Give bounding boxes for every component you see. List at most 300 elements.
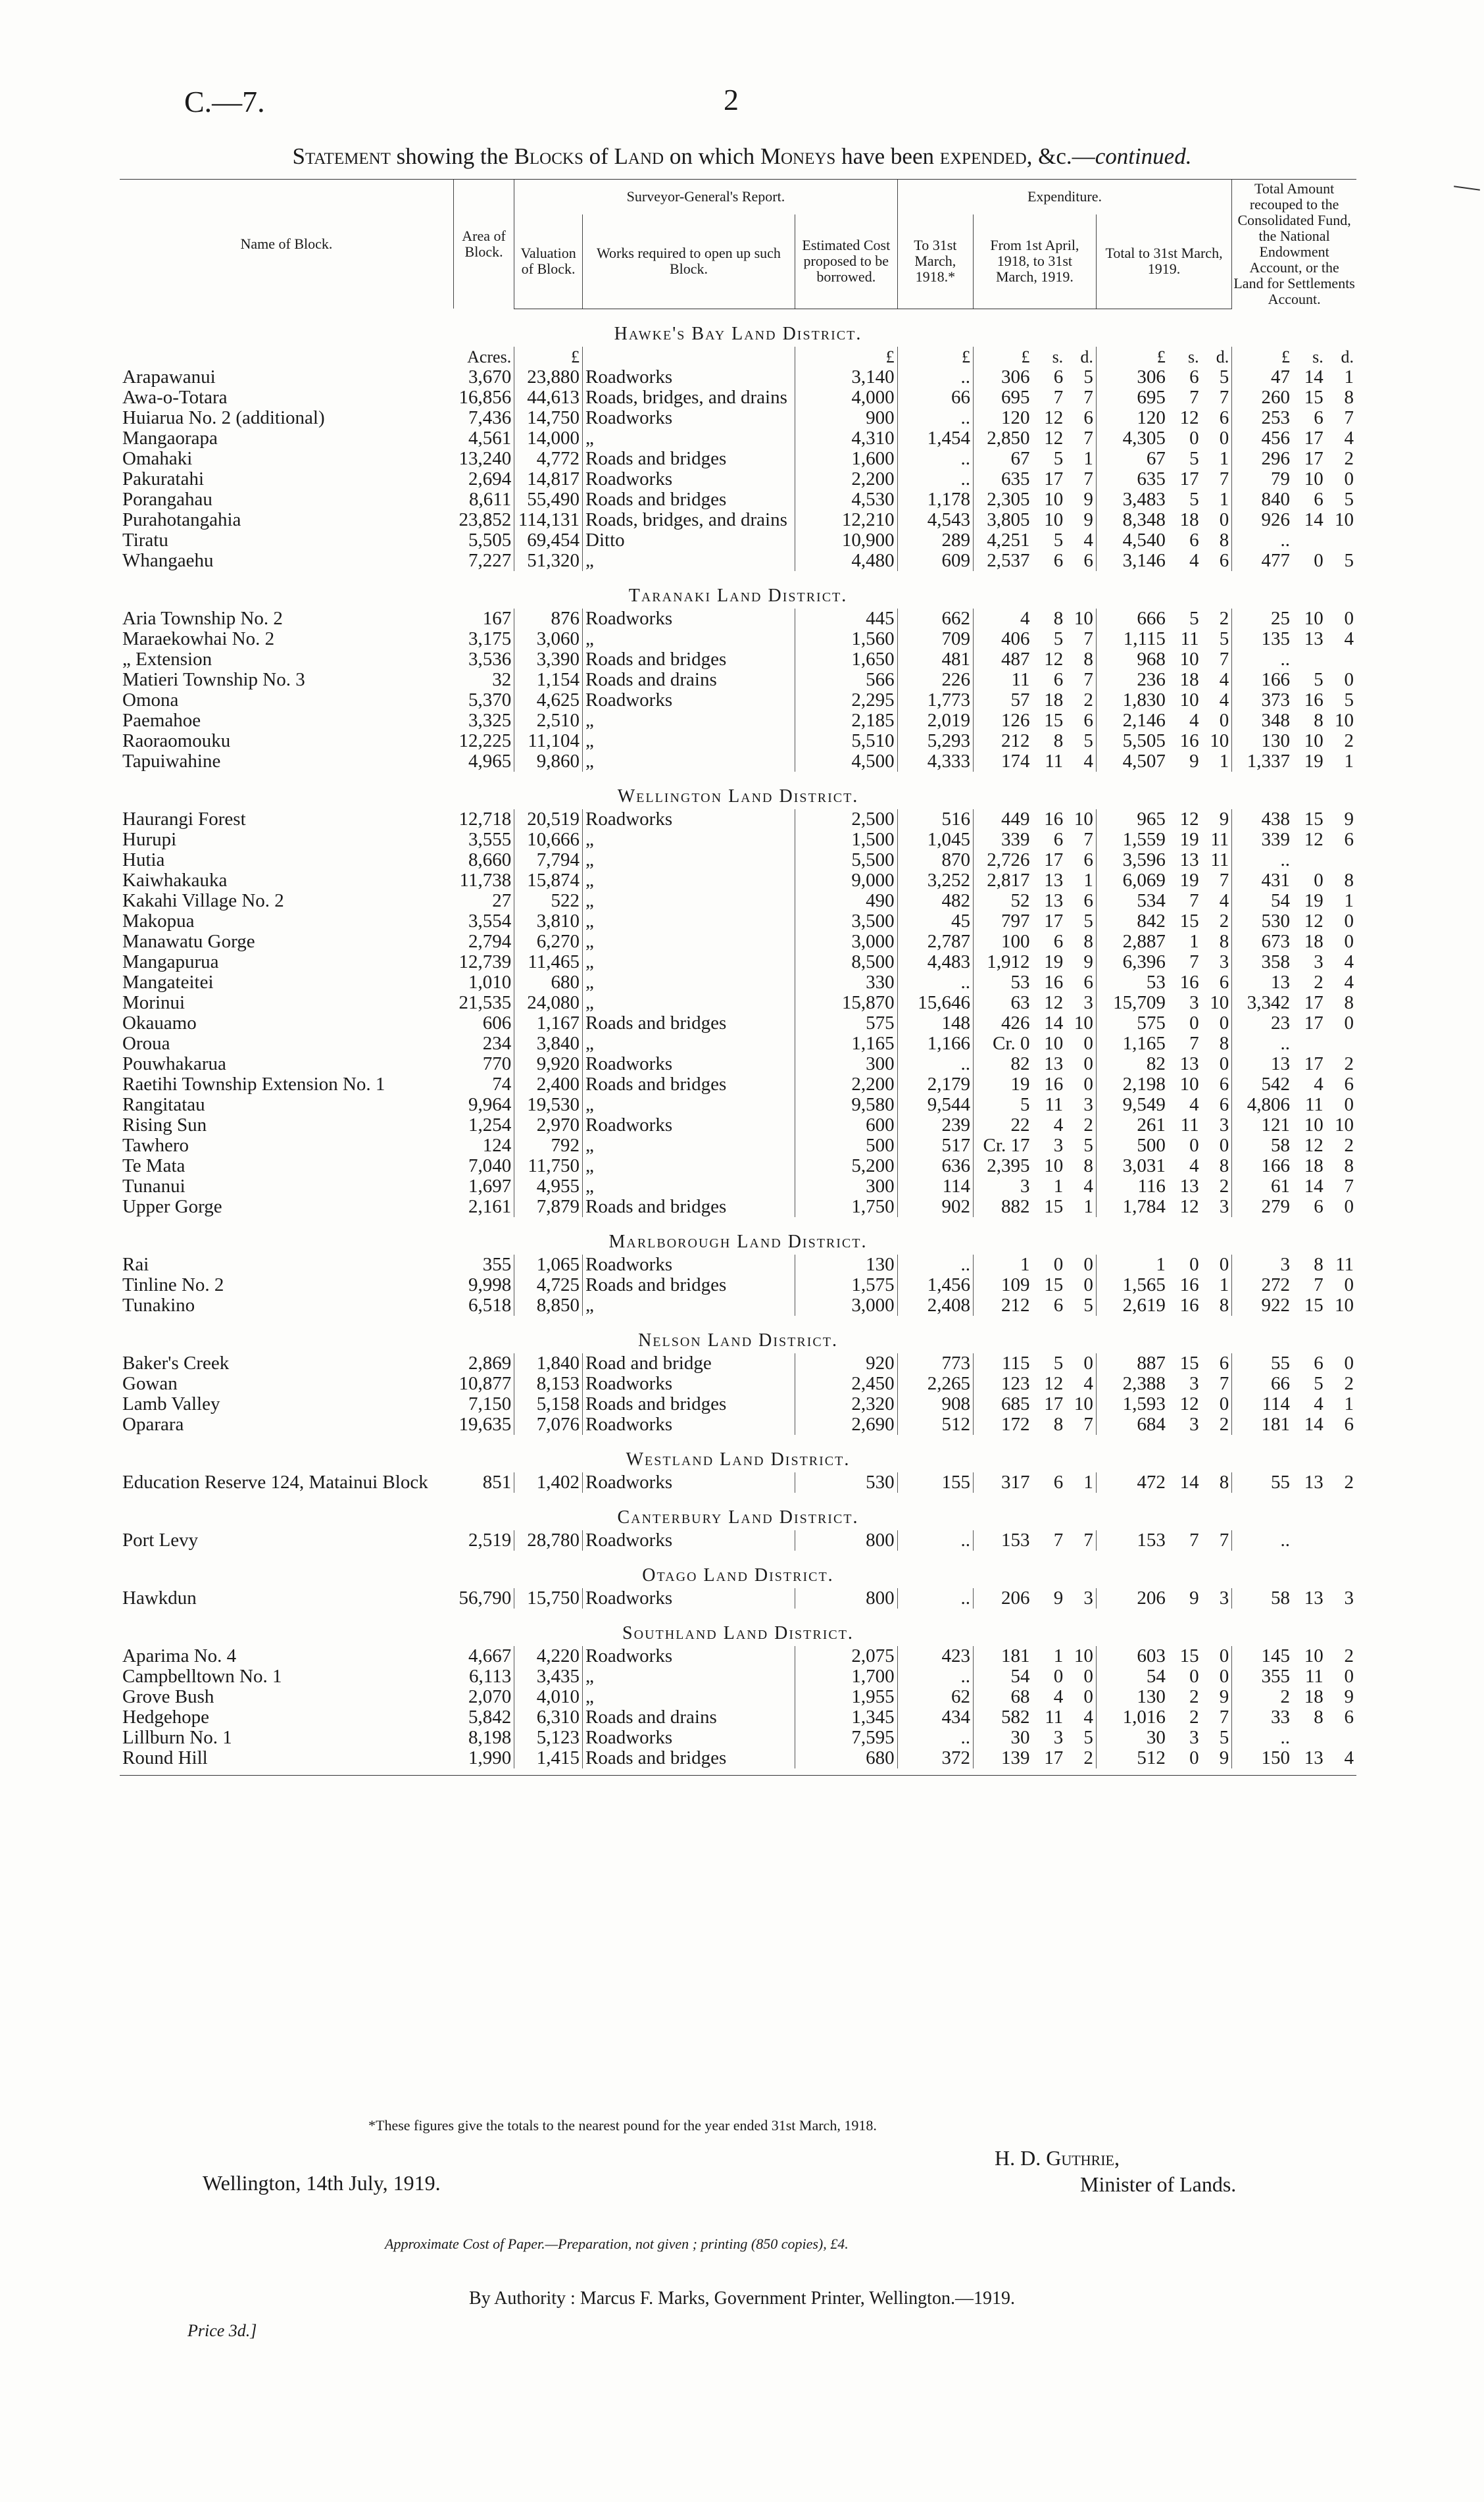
from-april-pence: 4 xyxy=(1066,1374,1096,1394)
valuation: 9,860 xyxy=(514,751,583,772)
from-april-shillings: 6 xyxy=(1053,1472,1064,1493)
recouped-pence: 4 xyxy=(1344,972,1354,993)
block-name: Kaiwhakauka xyxy=(122,870,228,891)
total-pence: 10 xyxy=(1202,993,1232,1013)
total-pounds: 9,549 xyxy=(1122,1094,1166,1115)
total-pounds: 120 xyxy=(1137,407,1166,428)
total-pence: 7 xyxy=(1202,649,1232,670)
recouped-pence: 4 xyxy=(1344,628,1354,649)
recouped-pence xyxy=(1326,850,1356,870)
total-pence: 3 xyxy=(1202,1197,1232,1217)
recouped-pounds: 431 xyxy=(1261,870,1291,891)
works-required: Roads and bridges xyxy=(583,1013,795,1034)
recouped-shillings: 15 xyxy=(1304,1295,1323,1316)
from-april-pence: 5 xyxy=(1066,367,1096,388)
recouped-shillings: 3 xyxy=(1314,951,1323,972)
from-april-shillings: 1 xyxy=(1053,1645,1064,1666)
works-required: Roads and bridges xyxy=(583,1074,795,1095)
works-required: „ xyxy=(583,1136,795,1156)
table-row xyxy=(120,993,1356,1013)
total-pence: 11 xyxy=(1202,830,1232,850)
estimated-cost: 2,200 xyxy=(795,469,897,489)
recouped-pounds: 166 xyxy=(1261,1155,1291,1176)
block-name: Haurangi Forest xyxy=(122,809,246,830)
estimated-cost: 445 xyxy=(795,609,897,629)
place-date: Wellington, 14th July, 1919. xyxy=(203,2171,441,2195)
from-april-pence: 0 xyxy=(1066,1054,1096,1074)
district-heading: Taranaki Land District. xyxy=(628,585,848,606)
estimated-cost: 800 xyxy=(795,1588,897,1609)
recouped-pence: 0 xyxy=(1344,1094,1354,1115)
block-name: Raoraomouku xyxy=(122,730,231,751)
area-acres: 3,554 xyxy=(453,911,514,932)
from-april-shillings: 15 xyxy=(1044,710,1064,731)
total-pence: 0 xyxy=(1202,711,1232,731)
valuation: 28,780 xyxy=(514,1530,583,1551)
table-row xyxy=(120,489,1356,510)
from-april-shillings: 15 xyxy=(1044,1274,1064,1295)
from-april-shillings: 5 xyxy=(1053,448,1064,469)
total-pounds: 500 xyxy=(1137,1135,1166,1156)
valuation: 876 xyxy=(514,609,583,629)
works-required: Roadworks xyxy=(583,1054,795,1074)
valuation: 14,817 xyxy=(514,469,583,489)
total-pounds: 3,146 xyxy=(1122,550,1166,571)
works-required: „ xyxy=(583,932,795,952)
recouped-pence: 7 xyxy=(1344,1176,1354,1197)
col-area: Area of Block. xyxy=(453,180,514,309)
works-required: „ xyxy=(583,1034,795,1054)
works-required: Roads and bridges xyxy=(583,449,795,469)
total-shillings: 7 xyxy=(1189,890,1199,911)
valuation: 19,530 xyxy=(514,1095,583,1115)
total-pounds: 635 xyxy=(1137,468,1166,489)
from-april-pence: 7 xyxy=(1066,428,1096,449)
valuation: 1,065 xyxy=(514,1255,583,1275)
works-required: Roads and bridges xyxy=(583,1275,795,1295)
total-shillings: 13 xyxy=(1179,1053,1199,1074)
from-april-shillings: 7 xyxy=(1053,387,1064,408)
from-april-pence: 0 xyxy=(1066,1255,1096,1275)
recouped-shillings: 17 xyxy=(1304,448,1323,469)
valuation: 4,010 xyxy=(514,1687,583,1707)
district-heading: Nelson Land District. xyxy=(638,1330,838,1351)
total-shillings: 6 xyxy=(1189,366,1199,388)
valuation: 792 xyxy=(514,1136,583,1156)
recouped-pence: 0 xyxy=(1344,931,1354,952)
to-31-march-1918: 3,252 xyxy=(897,870,973,891)
from-april-shillings: 6 xyxy=(1053,669,1064,690)
recouped-pence: 11 xyxy=(1335,1254,1354,1275)
total-pounds: 1,165 xyxy=(1122,1033,1166,1054)
unit-label: £ xyxy=(897,347,973,367)
total-pence: 0 xyxy=(1202,1255,1232,1275)
area-acres: 10,877 xyxy=(453,1374,514,1394)
to-31-march-1918: .. xyxy=(897,408,973,428)
estimated-cost: 2,185 xyxy=(795,711,897,731)
recouped-shillings: 5 xyxy=(1314,1373,1323,1394)
from-april-pounds: 54 xyxy=(1010,1666,1030,1687)
area-acres: 7,227 xyxy=(453,551,514,571)
total-shillings: 4 xyxy=(1189,710,1199,731)
from-april-shillings: 15 xyxy=(1044,1196,1064,1217)
table-row xyxy=(120,1687,1356,1707)
estimated-cost: 1,600 xyxy=(795,449,897,469)
total-pounds: 1,115 xyxy=(1123,628,1166,649)
from-april-shillings: 8 xyxy=(1053,730,1064,751)
from-april-shillings: 12 xyxy=(1044,992,1064,1013)
block-name: Campbelltown No. 1 xyxy=(122,1666,282,1687)
valuation: 14,750 xyxy=(514,408,583,428)
table-row xyxy=(120,1295,1356,1316)
recouped-pence: 10 xyxy=(1335,1114,1354,1136)
recouped-pence: 4 xyxy=(1344,1747,1354,1768)
area-acres: 32 xyxy=(453,670,514,690)
from-april-pence: 7 xyxy=(1066,1414,1096,1435)
recouped-pounds: .. xyxy=(1280,649,1291,670)
from-april-shillings: 13 xyxy=(1044,1053,1064,1074)
works-required: Roadworks xyxy=(583,1530,795,1551)
total-pence: 6 xyxy=(1202,1074,1232,1095)
from-april-shillings: 3 xyxy=(1053,1727,1064,1748)
district-heading-row xyxy=(120,1609,1356,1646)
total-shillings: 16 xyxy=(1179,1274,1199,1295)
from-april-shillings: 7 xyxy=(1053,1530,1064,1551)
statement-title: Statement showing the Blocks of Land on which Moneys have been expended, &c.—continued. xyxy=(292,143,1192,169)
recouped-pounds: 373 xyxy=(1261,689,1291,711)
estimated-cost: 7,595 xyxy=(795,1728,897,1748)
valuation: 11,465 xyxy=(514,952,583,972)
works-required: Roadworks xyxy=(583,809,795,830)
from-april-pence: 3 xyxy=(1066,993,1096,1013)
total-pence: 0 xyxy=(1202,1666,1232,1687)
recouped-shillings: 5 xyxy=(1314,669,1323,690)
from-april-pounds: 67 xyxy=(1010,448,1030,469)
total-shillings: 7 xyxy=(1189,1530,1199,1551)
total-pence: 6 xyxy=(1202,408,1232,428)
total-pence: 9 xyxy=(1202,1687,1232,1707)
from-april-pence: 3 xyxy=(1066,1095,1096,1115)
total-pounds: 8,348 xyxy=(1122,509,1166,530)
area-acres: 7,150 xyxy=(453,1394,514,1414)
table-row xyxy=(120,809,1356,830)
valuation: 4,220 xyxy=(514,1646,583,1666)
block-name: Makopua xyxy=(122,911,195,932)
recouped-shillings: 0 xyxy=(1314,870,1323,891)
total-pence: 6 xyxy=(1202,1353,1232,1374)
to-31-march-1918: 2,265 xyxy=(897,1374,973,1394)
to-31-march-1918: 289 xyxy=(897,530,973,551)
from-april-pounds: 2,395 xyxy=(987,1155,1030,1176)
area-acres: 167 xyxy=(453,609,514,629)
area-acres: 3,555 xyxy=(453,830,514,850)
total-shillings: 13 xyxy=(1179,1176,1199,1197)
valuation: 2,400 xyxy=(514,1074,583,1095)
estimated-cost: 2,450 xyxy=(795,1374,897,1394)
recouped-pence: 6 xyxy=(1344,1074,1354,1095)
estimated-cost: 2,075 xyxy=(795,1646,897,1666)
to-31-march-1918: 372 xyxy=(897,1748,973,1768)
table-row xyxy=(120,751,1356,772)
recouped-shillings: 18 xyxy=(1304,1155,1323,1176)
from-april-pounds: 635 xyxy=(1001,468,1030,489)
estimated-cost: 9,000 xyxy=(795,870,897,891)
block-name: Raetihi Township Extension No. 1 xyxy=(122,1074,385,1095)
from-april-pounds: 11 xyxy=(1011,669,1030,690)
total-pence: 5 xyxy=(1202,367,1232,388)
total-pounds: 512 xyxy=(1137,1747,1166,1768)
total-pence: 1 xyxy=(1202,489,1232,510)
total-shillings: 0 xyxy=(1189,1747,1199,1768)
valuation: 5,158 xyxy=(514,1394,583,1414)
works-required: „ xyxy=(583,711,795,731)
area-acres: 23,852 xyxy=(453,510,514,530)
to-31-march-1918: 517 xyxy=(897,1136,973,1156)
works-required: Roads, bridges, and drains xyxy=(583,510,795,530)
recouped-pounds: 61 xyxy=(1271,1176,1291,1197)
works-required: Roads and bridges xyxy=(583,1197,795,1217)
total-pence: 0 xyxy=(1202,1013,1232,1034)
from-april-pence: 8 xyxy=(1066,649,1096,670)
area-acres: 5,842 xyxy=(453,1707,514,1728)
table-row xyxy=(120,891,1356,911)
estimated-cost: 12,210 xyxy=(795,510,897,530)
area-acres: 3,670 xyxy=(453,367,514,388)
valuation: 680 xyxy=(514,972,583,993)
to-31-march-1918: 1,045 xyxy=(897,830,973,850)
to-31-march-1918: .. xyxy=(897,1728,973,1748)
recouped-pounds: 2 xyxy=(1280,1686,1291,1707)
total-pounds: 968 xyxy=(1137,649,1166,670)
block-name: Gowan xyxy=(122,1373,178,1394)
total-shillings: 0 xyxy=(1189,1254,1199,1275)
total-pence: 7 xyxy=(1202,388,1232,408)
table-row xyxy=(120,1728,1356,1748)
total-pounds: 82 xyxy=(1146,1053,1166,1074)
table-row xyxy=(120,629,1356,649)
to-31-march-1918: 2,787 xyxy=(897,932,973,952)
valuation: 1,415 xyxy=(514,1748,583,1768)
from-april-pence: 6 xyxy=(1066,850,1096,870)
valuation: 11,104 xyxy=(514,731,583,751)
works-required: Roadworks xyxy=(583,1728,795,1748)
estimated-cost: 5,510 xyxy=(795,731,897,751)
recouped-shillings xyxy=(1293,530,1326,551)
area-acres: 8,611 xyxy=(453,489,514,510)
from-april-pence: 10 xyxy=(1066,1394,1096,1414)
total-shillings: 16 xyxy=(1179,972,1199,993)
to-31-march-1918: 114 xyxy=(897,1176,973,1197)
works-required: „ xyxy=(583,551,795,571)
from-april-pence: 4 xyxy=(1066,1707,1096,1728)
total-pounds: 67 xyxy=(1146,448,1166,469)
col-from-1st-april: From 1st April, 1918, to 31st March, 1919. xyxy=(974,214,1097,309)
to-31-march-1918: 512 xyxy=(897,1414,973,1435)
from-april-pence: 6 xyxy=(1066,408,1096,428)
units-row xyxy=(120,347,1356,367)
total-pounds: 5,505 xyxy=(1122,730,1166,751)
block-name: Rai xyxy=(122,1254,149,1275)
from-april-pounds: 2,537 xyxy=(987,550,1030,571)
recouped-pence: 8 xyxy=(1344,387,1354,408)
recouped-pence: 7 xyxy=(1344,407,1354,428)
total-pence: 0 xyxy=(1202,428,1232,449)
total-pounds: 116 xyxy=(1137,1176,1166,1197)
total-pence: 8 xyxy=(1202,1156,1232,1176)
total-pence: 3 xyxy=(1202,1115,1232,1136)
to-31-march-1918: 434 xyxy=(897,1707,973,1728)
total-pounds: 842 xyxy=(1137,911,1166,932)
to-31-march-1918: .. xyxy=(897,1054,973,1074)
block-name: Oparara xyxy=(122,1414,184,1435)
recouped-shillings: 10 xyxy=(1304,468,1323,489)
recouped-pounds: 55 xyxy=(1271,1472,1291,1493)
works-required: Roadworks xyxy=(583,690,795,711)
from-april-pence: 1 xyxy=(1066,449,1096,469)
works-required: „ xyxy=(583,952,795,972)
total-shillings: 5 xyxy=(1189,608,1199,629)
to-31-march-1918: 1,166 xyxy=(897,1034,973,1054)
from-april-pence: 7 xyxy=(1066,629,1096,649)
valuation: 6,270 xyxy=(514,932,583,952)
table-row xyxy=(120,1255,1356,1275)
total-shillings: 7 xyxy=(1189,951,1199,972)
estimated-cost: 1,560 xyxy=(795,629,897,649)
area-acres: 851 xyxy=(453,1472,514,1493)
unit-label: Acres. xyxy=(453,347,514,367)
from-april-pence: 5 xyxy=(1066,911,1096,932)
block-name: Lamb Valley xyxy=(122,1393,220,1414)
table-row xyxy=(120,469,1356,489)
estimated-cost: 1,165 xyxy=(795,1034,897,1054)
block-name: Huiarua No. 2 (additional) xyxy=(122,407,325,428)
from-april-shillings: 12 xyxy=(1044,649,1064,670)
from-april-pence: 5 xyxy=(1066,1136,1096,1156)
recouped-pounds: 477 xyxy=(1261,550,1291,571)
table-row xyxy=(120,1353,1356,1374)
estimated-cost: 920 xyxy=(795,1353,897,1374)
total-pence: 0 xyxy=(1202,1136,1232,1156)
block-name: Mangapurua xyxy=(122,951,219,972)
blocks-table xyxy=(120,179,1356,1776)
recouped-shillings: 8 xyxy=(1314,710,1323,731)
estimated-cost: 4,480 xyxy=(795,551,897,571)
recouped-shillings: 17 xyxy=(1304,1053,1323,1074)
total-pence: 8 xyxy=(1202,1295,1232,1316)
area-acres: 1,010 xyxy=(453,972,514,993)
block-name: Tunakino xyxy=(122,1295,195,1316)
total-pounds: 6,069 xyxy=(1122,870,1166,891)
block-name: Morinui xyxy=(122,992,186,1013)
from-april-pounds: 685 xyxy=(1001,1393,1030,1414)
block-name: Maraekowhai No. 2 xyxy=(122,628,275,649)
total-shillings: 0 xyxy=(1189,1013,1199,1034)
area-acres: 7,436 xyxy=(453,408,514,428)
from-april-shillings: 17 xyxy=(1044,1747,1064,1768)
valuation: 1,402 xyxy=(514,1472,583,1493)
area-acres: 770 xyxy=(453,1054,514,1074)
total-shillings: 12 xyxy=(1179,1393,1199,1414)
recouped-shillings: 4 xyxy=(1314,1393,1323,1414)
from-april-pounds: 82 xyxy=(1010,1053,1030,1074)
total-pounds: 1,565 xyxy=(1122,1274,1166,1295)
area-acres: 4,965 xyxy=(453,751,514,772)
from-april-pence: 7 xyxy=(1066,670,1096,690)
table-row xyxy=(120,1588,1356,1609)
from-april-shillings: 11 xyxy=(1045,751,1064,772)
total-pence: 0 xyxy=(1202,1394,1232,1414)
table-row xyxy=(120,1707,1356,1728)
from-april-shillings: 6 xyxy=(1053,1295,1064,1316)
works-required: „ xyxy=(583,1095,795,1115)
recouped-pounds: .. xyxy=(1280,849,1291,870)
estimated-cost: 5,200 xyxy=(795,1156,897,1176)
from-april-pence: 1 xyxy=(1066,870,1096,891)
recouped-pounds: 542 xyxy=(1261,1074,1291,1095)
table-row xyxy=(120,1472,1356,1493)
works-required: Roadworks xyxy=(583,367,795,388)
estimated-cost: 4,000 xyxy=(795,388,897,408)
price-note: Price 3d.] xyxy=(187,2321,257,2340)
from-april-pence: 7 xyxy=(1066,388,1096,408)
to-31-march-1918: 62 xyxy=(897,1687,973,1707)
from-april-pence: 6 xyxy=(1066,551,1096,571)
valuation: 114,131 xyxy=(514,510,583,530)
from-april-pence: 10 xyxy=(1066,1646,1096,1666)
total-pounds: 306 xyxy=(1137,366,1166,388)
area-acres: 16,856 xyxy=(453,388,514,408)
from-april-shillings: 6 xyxy=(1053,931,1064,952)
valuation: 7,076 xyxy=(514,1414,583,1435)
from-april-pence: 8 xyxy=(1066,1156,1096,1176)
district-heading-row xyxy=(120,1217,1356,1255)
from-april-pounds: 487 xyxy=(1001,649,1030,670)
recouped-shillings: 8 xyxy=(1314,1254,1323,1275)
block-name: Grove Bush xyxy=(122,1686,214,1707)
total-pounds: 3,483 xyxy=(1122,489,1166,510)
recouped-pounds: 121 xyxy=(1261,1114,1291,1136)
works-required: Roadworks xyxy=(583,1472,795,1493)
from-april-pounds: 317 xyxy=(1001,1472,1030,1493)
total-pounds: 684 xyxy=(1137,1414,1166,1435)
from-april-pounds: 4,251 xyxy=(987,530,1030,551)
block-name: Whangaehu xyxy=(122,550,214,571)
recouped-pence: 2 xyxy=(1344,448,1354,469)
total-shillings: 14 xyxy=(1179,1472,1199,1493)
from-april-pence: 6 xyxy=(1066,711,1096,731)
total-shillings: 4 xyxy=(1189,550,1199,571)
recouped-pounds: 33 xyxy=(1271,1707,1291,1728)
district-heading: Westland Land District. xyxy=(626,1449,851,1470)
from-april-pounds: 68 xyxy=(1010,1686,1030,1707)
bottom-rule-cell xyxy=(120,1768,1356,1776)
block-name: Purahotangahia xyxy=(122,509,241,530)
from-april-shillings: 17 xyxy=(1044,911,1064,932)
works-required: „ xyxy=(583,731,795,751)
recouped-pounds: 1,337 xyxy=(1247,751,1291,772)
total-shillings: 3 xyxy=(1189,992,1199,1013)
recouped-pounds: 3 xyxy=(1280,1254,1291,1275)
to-31-march-1918: .. xyxy=(897,449,973,469)
valuation: 1,167 xyxy=(514,1013,583,1034)
recouped-pence: 0 xyxy=(1344,468,1354,489)
recouped-shillings: 13 xyxy=(1304,1472,1323,1493)
from-april-pounds: 206 xyxy=(1001,1588,1030,1609)
district-heading: Southland Land District. xyxy=(622,1622,854,1643)
total-pence: 1 xyxy=(1202,751,1232,772)
valuation: 14,000 xyxy=(514,428,583,449)
total-shillings: 10 xyxy=(1179,689,1199,711)
